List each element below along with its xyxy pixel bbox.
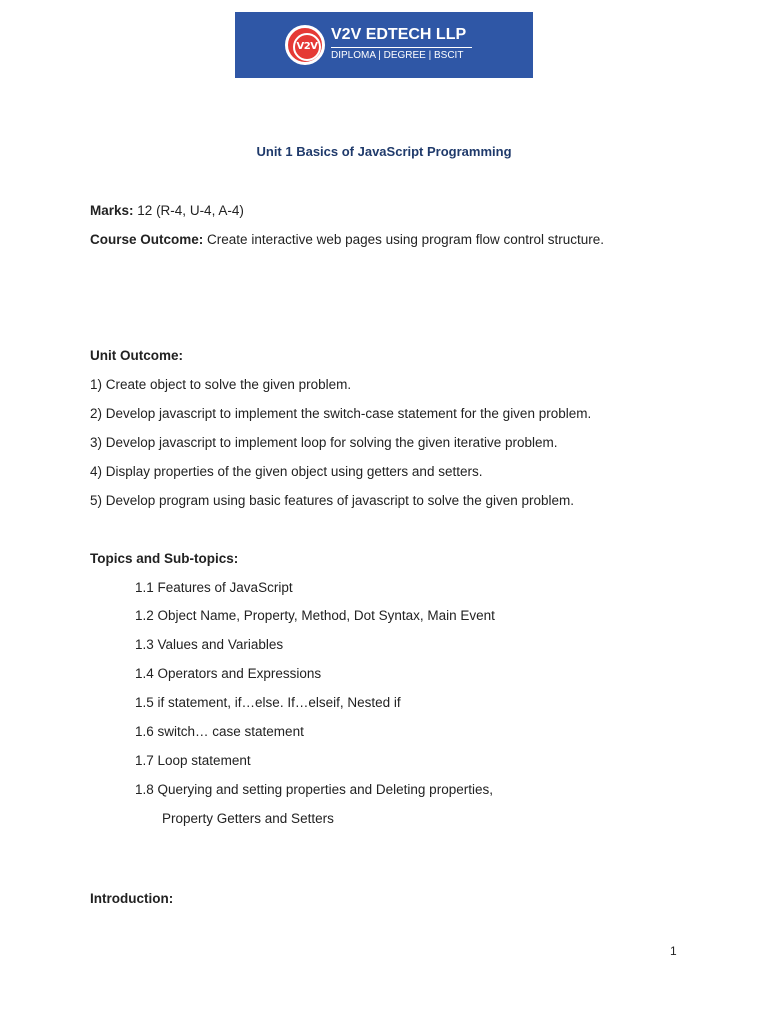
marks-value: 12 (R-4, U-4, A-4): [137, 203, 244, 218]
brand-tagline: DIPLOMA | DEGREE | BSCIT: [331, 50, 464, 61]
brand-name: V2V EDTECH LLP: [331, 26, 467, 43]
brand-divider: [331, 47, 472, 48]
topic-item: 1.4 Operators and Expressions: [135, 666, 322, 681]
brand-banner: [235, 12, 533, 78]
marks-label: Marks:: [90, 203, 134, 218]
unit-outcome-item: 4) Display properties of the given object using getters and setters.: [90, 464, 483, 479]
topic-item: 1.5 if statement, if…else. If…elseif, Nested if: [135, 695, 401, 710]
topic-item: 1.6 switch… case statement: [135, 724, 304, 739]
brand-logo-icon: [285, 25, 325, 65]
unit-outcome-item: 3) Develop javascript to implement loop for solving the given iterative problem.: [90, 435, 558, 450]
introduction-heading: Introduction:: [90, 891, 174, 906]
topic-item: 1.7 Loop statement: [135, 753, 251, 768]
topic-item: 1.3 Values and Variables: [135, 637, 284, 652]
logo-mark: V2V: [293, 33, 321, 61]
topics-heading: Topics and Sub-topics:: [90, 551, 239, 566]
topic-item: 1.2 Object Name, Property, Method, Dot Syntax, Main Event: [135, 608, 495, 623]
course-outcome-value: Create interactive web pages using program flow control structure.: [207, 232, 604, 247]
page-number: 1: [670, 944, 677, 958]
course-outcome-line: [90, 231, 604, 248]
marks-line: [90, 202, 244, 219]
unit-outcome-heading: Unit Outcome:: [90, 348, 183, 363]
topic-item: 1.1 Features of JavaScript: [135, 580, 293, 595]
topic-item: 1.8 Querying and setting properties and Deleting properties,: [135, 782, 493, 797]
document-title: Unit 1 Basics of JavaScript Programming: [256, 144, 512, 159]
unit-outcome-item: 5) Develop program using basic features of javascript to solve the given problem.: [90, 493, 574, 508]
unit-outcome-item: 2) Develop javascript to implement the switch-case statement for the given problem.: [90, 406, 592, 421]
course-outcome-label: Course Outcome:: [90, 232, 204, 247]
unit-outcome-item: 1) Create object to solve the given problem.: [90, 377, 352, 392]
topic-continuation: Property Getters and Setters: [162, 811, 334, 826]
